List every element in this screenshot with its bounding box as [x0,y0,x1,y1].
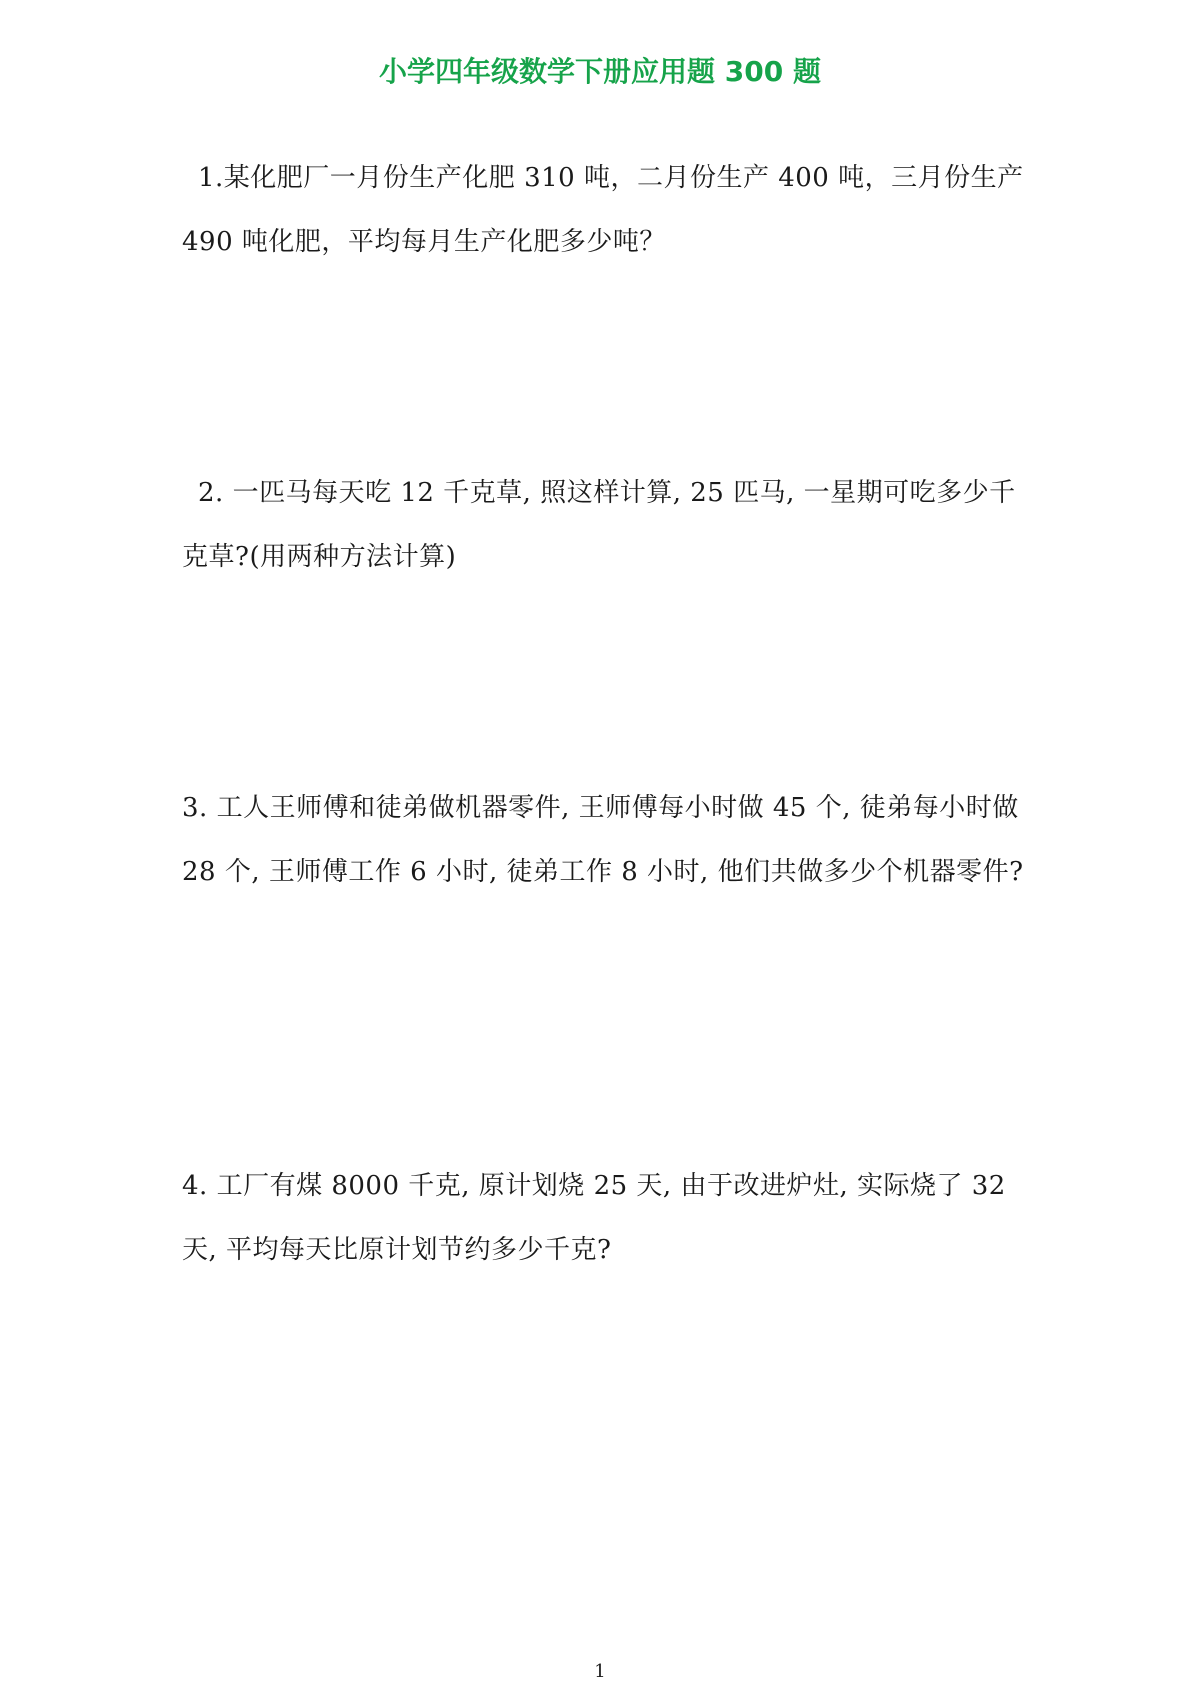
question-1: 1.某化肥厂一月份生产化肥 310 吨，二月份生产 400 吨，三月份生产 490 吨化肥，平均每月生产化肥多少吨？ [182,163,1024,257]
page-number: 1 [594,1661,606,1682]
page-title: 小学四年级数学下册应用题 300 题 [379,55,821,88]
question-4: 4. 工厂有煤 8000 千克, 原计划烧 25 天, 由于改进炉灶, 实际烧了 32 天, 平均每天比原计划节约多少千克? [182,1171,1006,1265]
question-2: 2. 一匹马每天吃 12 千克草, 照这样计算, 25 匹马, 一星期可吃多少千克草?(用两种方法计算) [182,478,1016,572]
question-3: 3. 工人王师傅和徒弟做机器零件, 王师傅每小时做 45 个, 徒弟每小时做 28 个, 王师傅工作 6 小时, 徒弟工作 8 小时, 他们共做多少个机器零件? [182,793,1024,887]
